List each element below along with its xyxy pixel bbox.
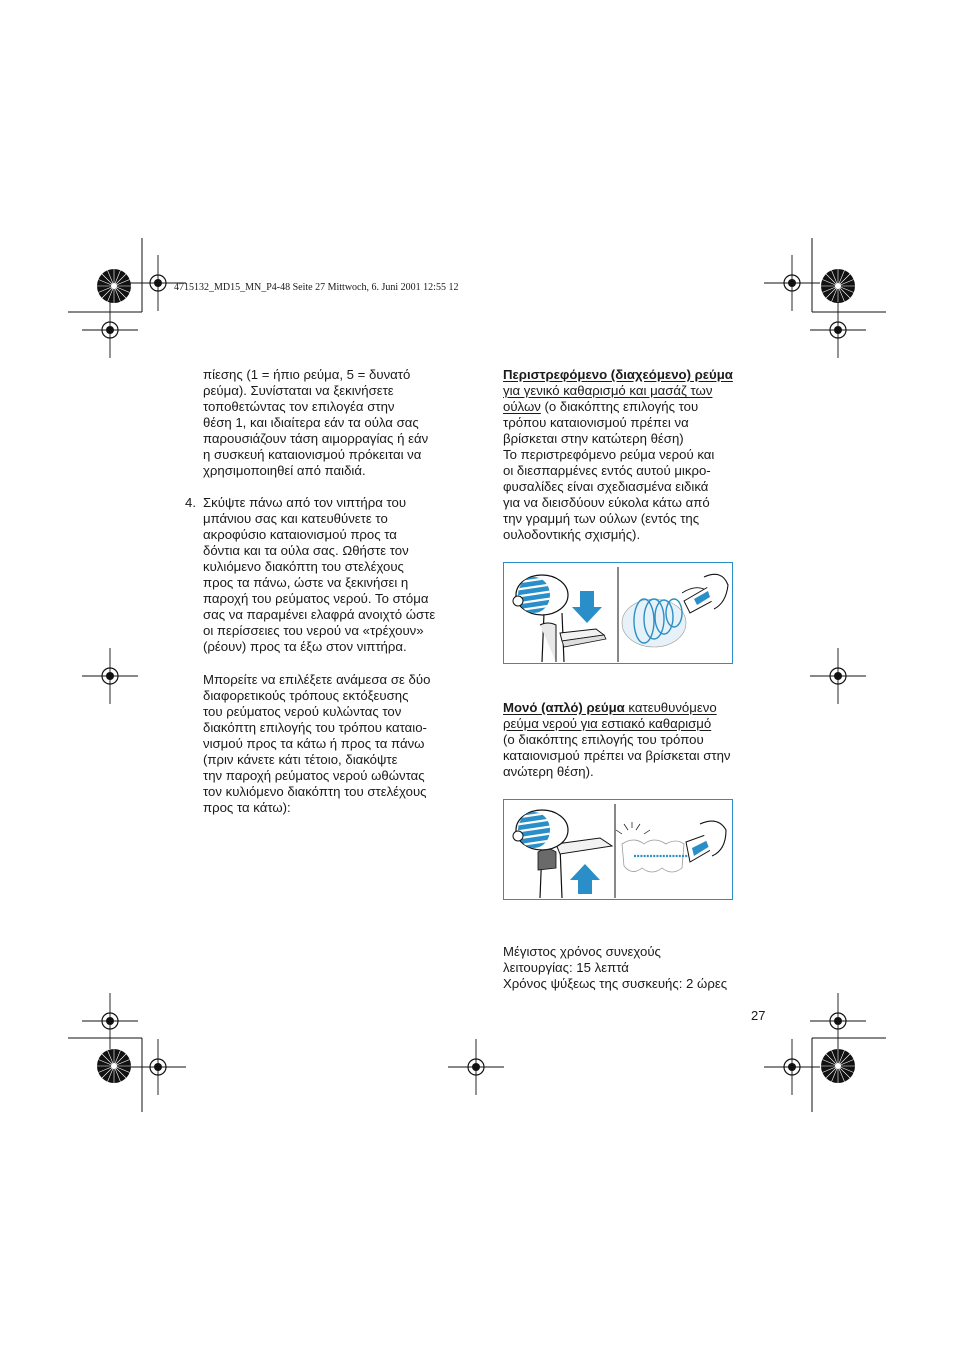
text-line: για να διεισδύουν εύκολα κάτω από [503,495,710,510]
text-line: τον κυλιόμενο διακόπτη του στελέχους [203,784,427,799]
text-line: οι περίσσειες του νερού να «τρέχουν» [203,623,424,638]
text-line: ανώτερη θέση). [503,764,594,779]
text-line: (ρέουν) προς τα έξω στον νιπτήρα. [203,639,407,654]
text-line: δόντια και τα ούλα σας. Ωθήστε τον [203,543,409,558]
left-column [203,367,428,479]
single-jet-heading: Μονό (απλό) ρεύμα [503,700,625,715]
text-line: προς τα κάτω): [203,800,291,815]
single-jet-heading-rest: κατευθυνόμενο [624,700,717,715]
text-line: νισμού προς τα κάτω ή προς τα πάνω [203,736,425,751]
text-line: διαφορετικούς τρόπους εκτόξευσης [203,688,409,703]
text-line: λειτουργίας: 15 λεπτά [503,960,629,975]
text-line: (ο διακόπτης επιλογής του τρόπου [503,732,704,747]
text-line: ακροφύσιο καταιονισμού προς τα [203,527,397,542]
text-line: την παροχή ρεύματος νερού ωθώντας [203,768,425,783]
text-line: μπάνιου σας και κατευθύνετε το [203,511,388,526]
text-line: ρεύμα). Συνίσταται να ξεκινήσετε [203,383,394,398]
text-line: οι διεσπαρμένες εντός αυτού μικρο- [503,463,711,478]
text-line: βρίσκεται στην κατώτερη θέση) [503,431,684,446]
text-line: τρόπου καταιονισμού πρέπει να [503,415,689,430]
operating-time-info [503,944,727,992]
rotating-jet-section [503,367,733,543]
text-line: Το περιστρεφόμενο ρεύμα νερού και [503,447,715,462]
text-line: η συσκευή καταιονισμού πρόκειται να [203,447,422,462]
rotating-jet-illustration [503,562,733,664]
text-line-rest: (ο διακόπτης επιλογής του [540,399,699,414]
text-line: Χρόνος ψύξεως της συσκευής: 2 ώρες [503,976,728,991]
step-number: 4. [185,495,196,510]
text-line: ουλοδοντικής σχισμής). [503,527,641,542]
text-line: τοποθετώντας τον επιλογέα στην [203,399,395,414]
text-line: παροχή του ρεύματος νερού. Το στόμα [203,591,429,606]
text-line: χρησιμοποιηθεί από παιδιά. [203,463,366,478]
text-line: σας να παραμένει ελαφρά ανοιχτό ώστε [203,607,436,622]
text-line: παρουσιάζουν τάση αιμορραγίας ή εάν [203,431,429,446]
text-line: (πριν κάνετε κάτι τέτοιο, διακόψτε [203,752,398,767]
text-line: για γενικό καθαρισμό και μασάζ των [503,383,713,398]
text-line: πίεσης (1 = ήπιο ρεύμα, 5 = δυνατό [203,367,411,382]
text-line: φυσαλίδες είναι σχεδιασμένα ειδικά [503,479,709,494]
print-header: 4715132_MD15_MN_P4-48 Seite 27 Mittwoch, 6. Juni 2001 12:55 12 [174,282,459,293]
mode-intro-paragraph [203,672,430,816]
text-line: Σκύψτε πάνω από τον νιπτήρα του [203,495,407,510]
text-line: την γραμμή των ούλων (εντός της [503,511,700,526]
text-line: Μέγιστος χρόνος συνεχούς [503,944,661,959]
text-line: θέση 1, και ιδιαίτερα εάν τα ούλα σας [203,415,419,430]
step-4-text [203,495,435,655]
text-line: ρεύμα νερού για εστιακό καθαρισμό [503,716,712,731]
single-jet-illustration [503,799,733,900]
text-line: καταιονισμού πρέπει να βρίσκεται στην [503,748,731,763]
single-jet-section [503,700,731,780]
text-line: διακόπτη επιλογής του τρόπου καταιο- [203,720,427,735]
page-number: 27 [751,1008,766,1023]
text-line: κυλιόμενο διακόπτη του στελέχους [203,559,404,574]
text-line-underlined: ούλων [503,399,541,414]
rotating-jet-heading: Περιστρεφόμενο (διαχεόμενο) ρεύμα [503,367,733,382]
text-line: Μπορείτε να επιλέξετε ανάμεσα σε δύο [203,672,431,687]
text-line: προς τα πάνω, ώστε να ξεκινήσει η [203,575,409,590]
text-line: του ρεύματος νερού κυλώντας τον [203,704,402,719]
